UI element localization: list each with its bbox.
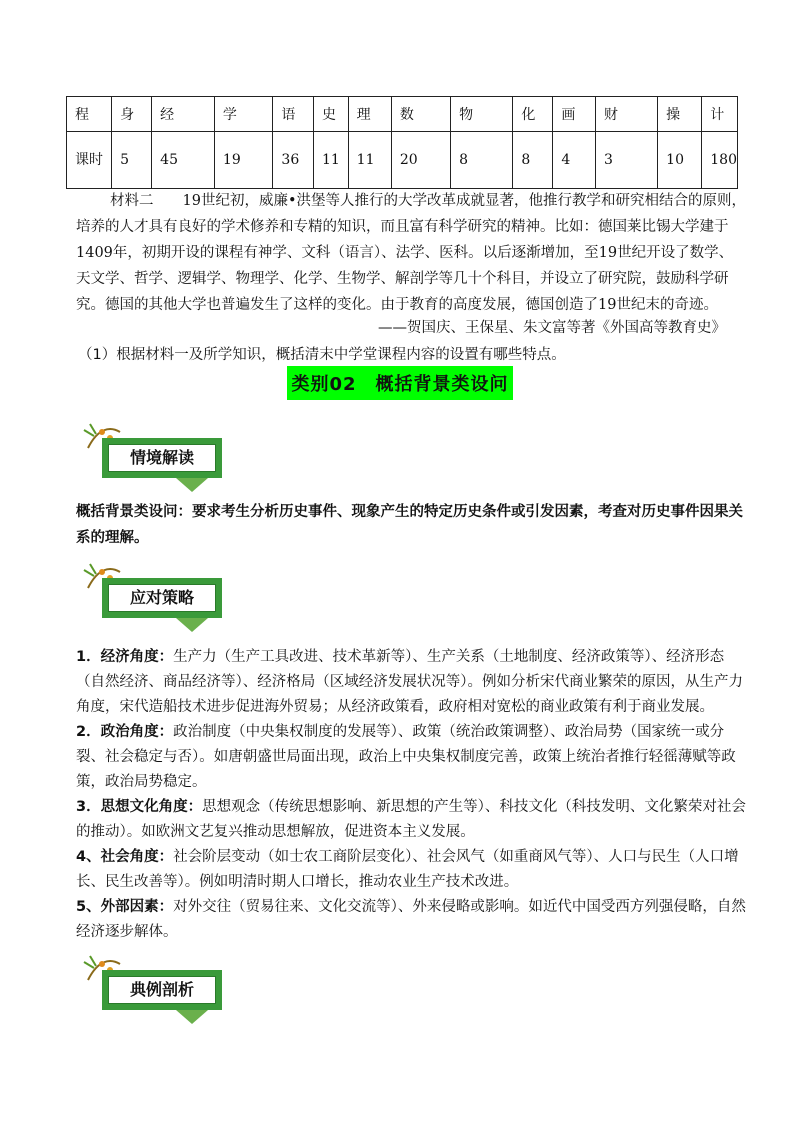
strategy-label: 4、社会角度：: [76, 849, 174, 865]
table-cell: 画: [553, 97, 596, 132]
table-cell: 身: [112, 97, 152, 132]
strategy-badge: [80, 558, 230, 638]
table-cell: 5: [112, 132, 152, 189]
table-cell: 45: [152, 132, 215, 189]
strategy-label: 1．经济角度：: [76, 649, 174, 665]
table-cell: 财: [595, 97, 657, 132]
strategy-text: 思想观念（传统思想影响、新思想的产生等）、科技文化（科技发明、文化繁荣对社会的推动）。如欧洲文艺复兴推动思想解放，促进资本主义发展。: [76, 799, 746, 840]
badge-label: 应对策略: [108, 584, 216, 612]
table-cell: 11: [348, 132, 391, 189]
row-label-cell: 课时: [67, 132, 112, 189]
badge-frame: [102, 970, 222, 1010]
strategy-item: [76, 795, 746, 845]
table-cell: 10: [658, 132, 702, 189]
badge-fold-icon: [176, 1010, 208, 1024]
table-cell: 19: [214, 132, 273, 189]
table-cell: 史: [314, 97, 349, 132]
badge-label: 典例剖析: [108, 976, 216, 1004]
table-cell: 计: [702, 97, 738, 132]
strategy-item: [76, 645, 746, 720]
table-cell: 操: [658, 97, 702, 132]
category-title-wrap: [0, 366, 800, 400]
intro-text: 概括背景类设问：要求考生分析历史事件、现象产生的特定历史条件或引发因素，考查对历史事件因果关系的理解。: [76, 504, 743, 546]
question-one: （1）根据材料一及所学知识，概括清末中学堂课程内容的设置有哪些特点。: [78, 347, 566, 363]
table-header-row: [67, 97, 738, 132]
example-badge: [80, 950, 230, 1030]
table-cell: 36: [273, 132, 314, 189]
strategy-text: 生产力（生产工具改进、技术革新等）、生产关系（土地制度、经济政策等）、经济形态（自然经济、商品经济等）、经济格局（区域经济发展状况等）。例如分析宋代商业繁荣的原因，从生产力角度，宋代造船技术进步促进海外贸易；从经济政策看，政府相对宽松的商业政策有利于商业发展。: [76, 649, 743, 715]
strategy-label: 3．思想文化角度：: [76, 799, 203, 815]
badge-fold-icon: [176, 618, 208, 632]
table-cell: 4: [553, 132, 596, 189]
material-two-text: 材料二 19世纪初，威廉•洪堡等人推行的大学改革成就显著，他推行教学和研究相结合的原则，培养的人才具有良好的学术修养和专精的知识，而且富有科学研究的精神。比如：德国莱比锡大学建于1409年，初期开设的课程有神学、文科（语言）、法学、医科。以后逐渐增加，至19世纪开设了数学、天文学、哲学、逻辑学、物理学、化学、生物学、解剖学等几十个科目，并设立了研究院，鼓励科学研究。德国的其他大学也普遍发生了这样的变化。由于教育的高度发展，德国创造了19世纪末的奇迹。: [76, 193, 746, 313]
table-cell: 物: [451, 97, 513, 132]
table-data-row: [67, 132, 738, 189]
strategy-label: 2．政治角度：: [76, 724, 174, 740]
strategy-item: [76, 845, 746, 895]
strategy-text: 社会阶层变动（如士农工商阶层变化）、社会风气（如重商风气等）、人口与民生（人口增长、民生改善等）。例如明清时期人口增长，推动农业生产技术改进。: [76, 849, 739, 890]
table-cell: 20: [391, 132, 450, 189]
strategy-text: 政治制度（中央集权制度的发展等）、政策（统治政策调整）、政治局势（国家统一或分裂、社会稳定与否）。如唐朝盛世局面出现，政治上中央集权制度完善，政策上统治者推行轻徭薄赋等政策，政治局势稳定。: [76, 724, 736, 790]
material-source: ——贺国庆、王保星、朱文富等著《外国高等教育史》: [378, 320, 726, 336]
table-cell: 经: [152, 97, 215, 132]
strategy-label: 5、外部因素：: [76, 899, 174, 915]
badge-frame: [102, 438, 222, 478]
course-hours-table: [66, 96, 738, 189]
strategy-list: [76, 645, 746, 945]
badge-fold-icon: [176, 478, 208, 492]
table-cell: 3: [595, 132, 657, 189]
strategy-text: 对外交往（贸易往来、文化交流等）、外来侵略或影响。如近代中国受西方列强侵略，自然经济逐步解体。: [76, 899, 746, 940]
table-cell: 数: [391, 97, 450, 132]
strategy-item: [76, 720, 746, 795]
table-cell: 8: [451, 132, 513, 189]
table-cell: 理: [348, 97, 391, 132]
badge-frame: [102, 578, 222, 618]
table-cell: 11: [314, 132, 349, 189]
table-cell: 程: [67, 97, 112, 132]
table-cell: 化: [513, 97, 553, 132]
category-title: 类别02 概括背景类设问: [287, 366, 512, 400]
table-cell: 8: [513, 132, 553, 189]
strategy-item: [76, 895, 746, 945]
table-cell: 180: [702, 132, 738, 189]
situation-badge: [80, 418, 230, 498]
table-cell: 语: [273, 97, 314, 132]
badge-label: 情境解读: [108, 444, 216, 472]
table-cell: 学: [214, 97, 273, 132]
